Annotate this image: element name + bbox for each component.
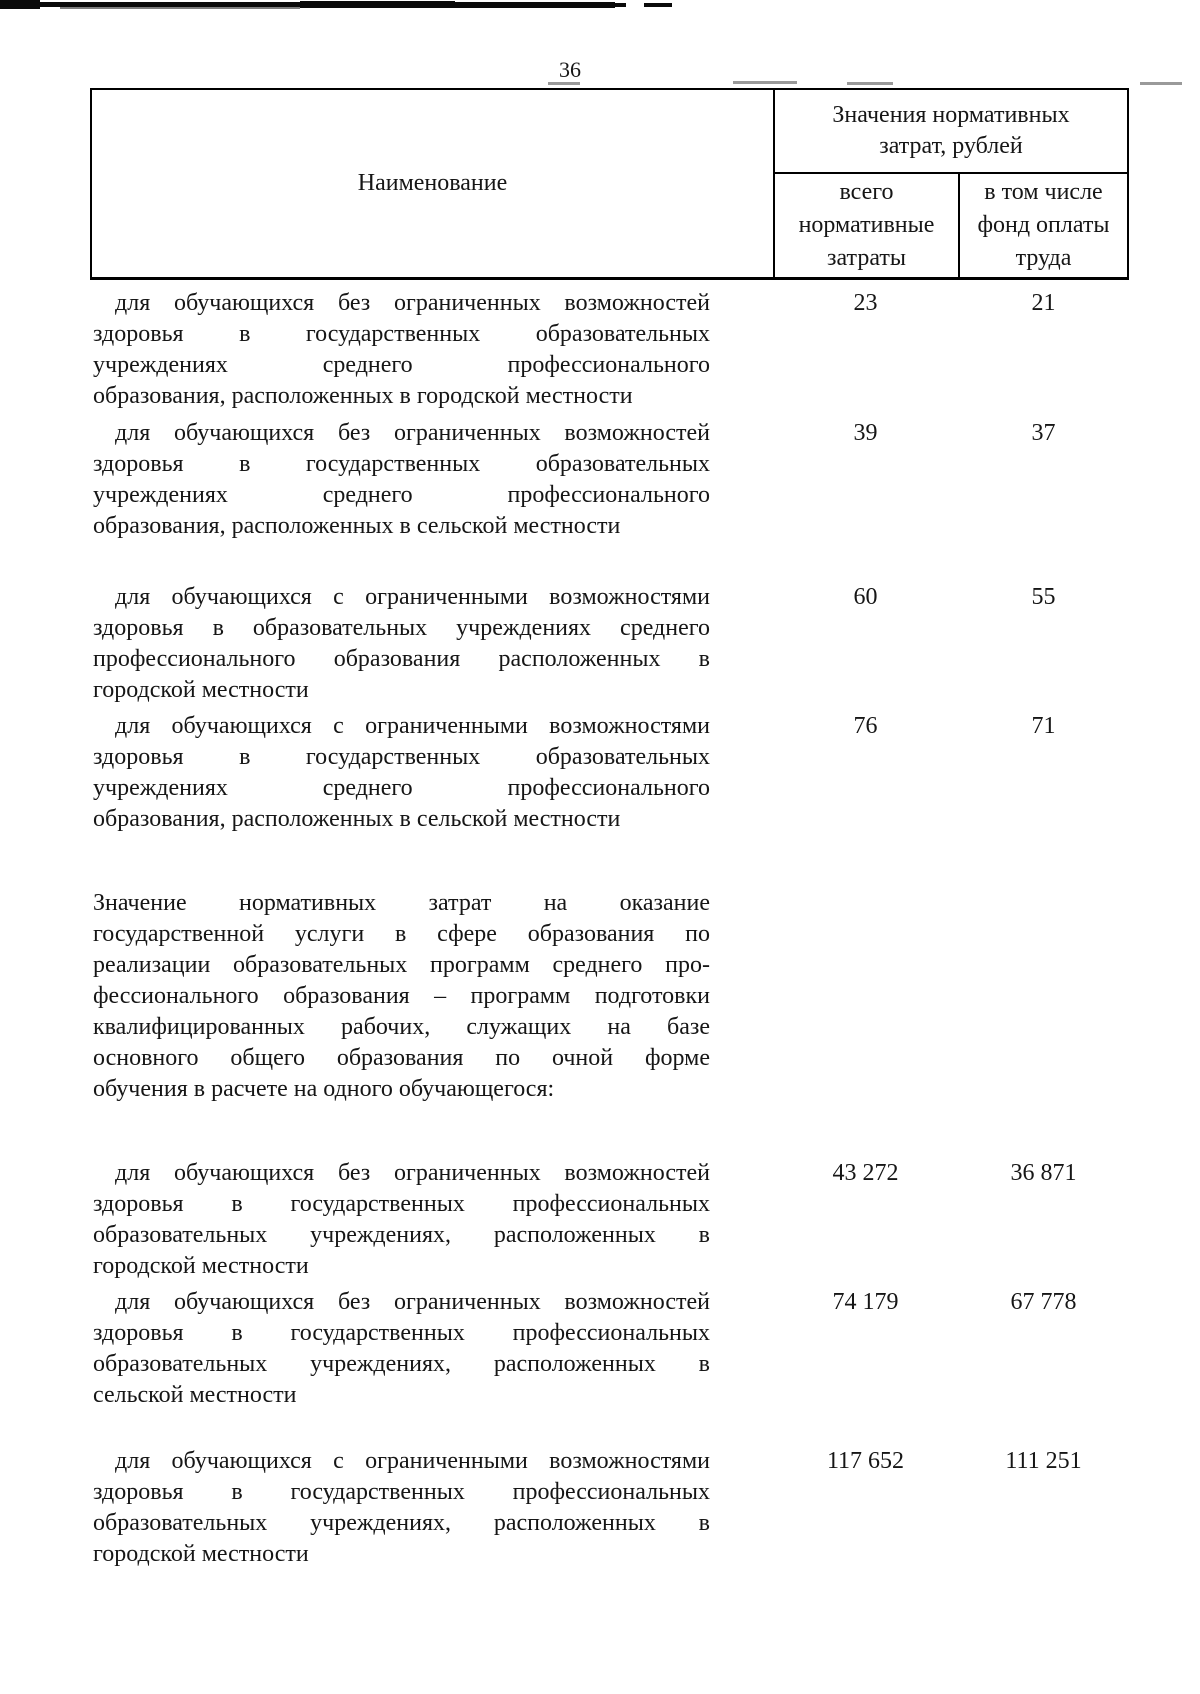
- text-line: городской местности: [93, 1253, 309, 1279]
- row-text: [93, 288, 710, 412]
- text-line: для обучающихся без ограниченных возможностей: [115, 420, 710, 446]
- scan-artifact: [300, 1, 455, 8]
- value-fot: 71: [1031, 713, 1056, 739]
- text-line: городской местности: [93, 677, 309, 703]
- costs-table-header: [90, 88, 1129, 280]
- row-text: [93, 418, 710, 542]
- total-column-header: всего нормативные затраты: [798, 178, 935, 271]
- text-line: квалифицированных рабочих, служащих на базе: [93, 1014, 710, 1040]
- text-line: здоровья в государственных профессиональных: [93, 1479, 710, 1505]
- text-line: образования, расположенных в сельской местности: [93, 513, 621, 539]
- scan-artifact: [644, 3, 672, 7]
- value-total: 23: [853, 290, 878, 316]
- text-line: для обучающихся с ограниченными возможностями: [115, 713, 710, 739]
- scan-artifact: [0, 0, 40, 9]
- text-line: основного общего образования по очной форме: [93, 1045, 710, 1071]
- value-total: 39: [853, 420, 878, 446]
- text-line: Значение нормативных затрат на оказание: [93, 890, 710, 916]
- text-line: городской местности: [93, 1541, 309, 1567]
- row-text: [93, 1446, 710, 1570]
- text-line: здоровья в государственных профессиональных: [93, 1191, 710, 1217]
- text-line: образовательных учреждениях, расположенных в: [93, 1222, 710, 1248]
- text-line: учреждениях среднего профессионального: [93, 482, 710, 508]
- scan-artifact: [450, 2, 615, 8]
- text-line: профессионального образования расположенных в: [93, 646, 710, 672]
- text-line: реализации образовательных программ среднего про-: [93, 952, 710, 978]
- text-line: фессионального образования – программ подготовки: [93, 983, 710, 1009]
- scan-artifact: [60, 7, 300, 9]
- value-total: 60: [853, 584, 878, 610]
- scan-artifact: [1140, 82, 1182, 85]
- row-text: [93, 1287, 710, 1411]
- text-line: здоровья в образовательных учреждениях среднего: [93, 615, 710, 641]
- value-total: 117 652: [826, 1448, 905, 1474]
- text-line: для обучающихся без ограниченных возможностей: [115, 290, 710, 316]
- text-line: образования, расположенных в городской местности: [93, 383, 633, 409]
- value-fot: 111 251: [1005, 1448, 1082, 1474]
- value-total: 43 272: [832, 1160, 899, 1186]
- fot-column-header: в том числе фонд оплаты труда: [977, 178, 1110, 271]
- scan-artifact: [847, 82, 893, 85]
- paragraph-text: [93, 888, 710, 1105]
- row-text: [93, 582, 710, 706]
- text-line: образовательных учреждениях, расположенных в: [93, 1510, 710, 1536]
- text-line: здоровья в государственных профессиональных: [93, 1320, 710, 1346]
- text-line: образовательных учреждениях, расположенных в: [93, 1351, 710, 1377]
- value-total: 74 179: [832, 1289, 899, 1315]
- text-line: образования, расположенных в сельской местности: [93, 806, 621, 832]
- value-fot: 21: [1031, 290, 1056, 316]
- row-text: [93, 711, 710, 835]
- text-line: учреждениях среднего профессионального: [93, 775, 710, 801]
- value-total: 76: [853, 713, 878, 739]
- page-number: 36: [559, 57, 581, 82]
- text-line: здоровья в государственных образовательных: [93, 321, 710, 347]
- value-fot: 67 778: [1010, 1289, 1077, 1315]
- text-line: обучения в расчете на одного обучающегося:: [93, 1076, 555, 1102]
- scan-artifact: [733, 81, 797, 84]
- scan-artifact: [612, 3, 626, 7]
- text-line: учреждениях среднего профессионального: [93, 352, 710, 378]
- text-line: для обучающихся без ограниченных возможностей: [115, 1160, 710, 1186]
- value-fot: 37: [1031, 420, 1056, 446]
- text-line: здоровья в государственных образовательных: [93, 451, 710, 477]
- name-column-header: Наименование: [357, 170, 508, 196]
- value-fot: 55: [1031, 584, 1056, 610]
- text-line: для обучающихся с ограниченными возможностями: [115, 1448, 710, 1474]
- text-line: здоровья в государственных образовательных: [93, 744, 710, 770]
- value-fot: 36 871: [1010, 1160, 1077, 1186]
- text-line: для обучающихся без ограниченных возможностей: [115, 1289, 710, 1315]
- text-line: государственной услуги в сфере образования по: [93, 921, 710, 947]
- text-line: для обучающихся с ограниченными возможностями: [115, 584, 710, 610]
- values-group-header: Значения нормативных затрат, рублей: [832, 102, 1070, 159]
- text-line: сельской местности: [93, 1382, 297, 1408]
- row-text: [93, 1158, 710, 1282]
